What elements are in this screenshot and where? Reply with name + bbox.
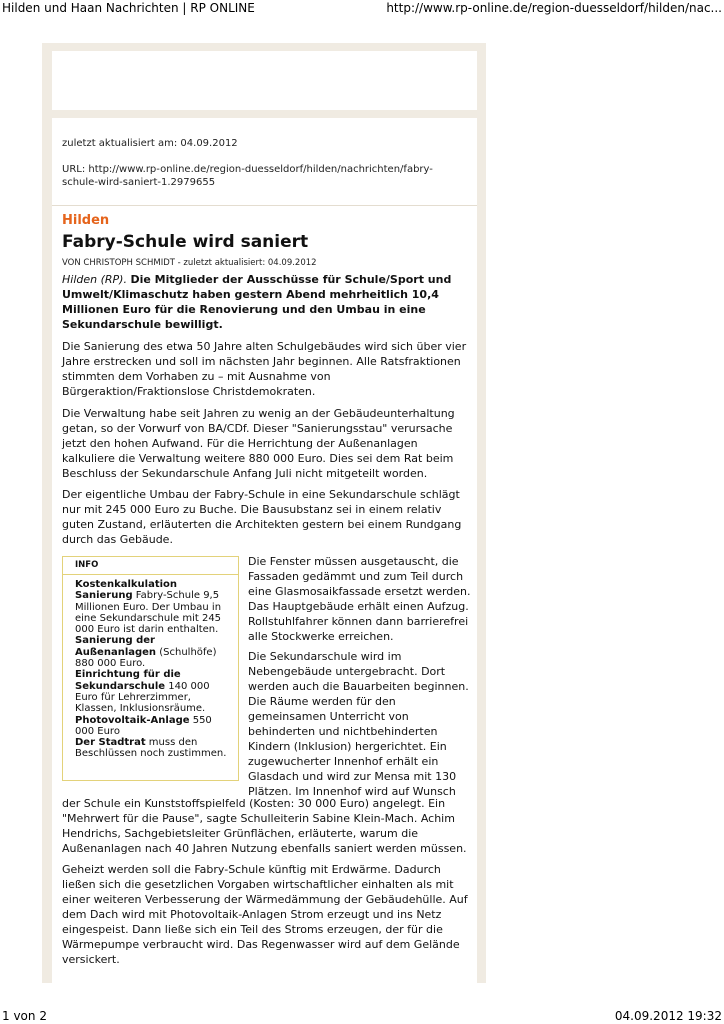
lead-dateline: Hilden (RP). [62,273,127,286]
info-box [62,556,239,781]
paragraph-5-end: der Schule ein Kunststoffspielfeld (Kosten: 30 000 Euro) angelegt. Ein "Mehrwert für die Pause", sagte Schulleiterin Sabine Klein-Mach. Achim Hendrichs, Sachgebietsleiter Grünflächen, erläuterte, warum die Außenanlagen nach 40 Jahren Nutzung ebenfalls saniert werden müssen. [62,797,467,855]
article-url[interactable]: URL: http://www.rp-online.de/region-duesseldorf/hilden/nachrichten/fabry-schule-wird-saniert-1.2979655 [62,164,433,188]
article-byline: VON CHRISTOPH SCHMIDT - zuletzt aktualisiert: 04.09.2012 [62,258,317,268]
paragraph-2: Die Verwaltung habe seit Jahren zu wenig an der Gebäudeunterhaltung getan, so der Vorwurf von BA/CDf. Dieser "Sanierungsstau" verursache jetzt den hohen Aufwand. Für die Herrichtung der Außenanlagen kalkuliere die Verwaltung weitere 880 000 Euro. Dies sei dem Rat beim Beschluss der Sekundarschule Anfang Juli nicht mitgeteilt worden. [62,407,455,480]
print-footer [2,1007,722,1023]
info-item-text: 550 000 Euro [75,714,212,737]
info-item-text: 140 000 Euro für Lehrerzimmer, Klassen, Inklusionsräume. [75,680,210,715]
info-item-label: Photovoltaik-Anlage [75,714,190,726]
ad-placeholder [52,51,477,110]
print-page-url: http://www.rp-online.de/region-duesseldorf/hilden/nac... [386,1,722,15]
category-label[interactable]: Hilden [62,213,110,228]
info-item-text: Fabry-Schule 9,5 Millionen Euro. Der Umbau in eine Sekundarschule mit 245 000 Euro ist darin enthalten. [75,590,222,636]
info-box-body [75,579,233,760]
divider [52,205,477,206]
lead-text: Die Mitglieder der Ausschüsse für Schule/Sport und Umwelt/Klimaschutz haben gestern Abend mehrheitlich 10,4 Millionen Euro für die Renovierung und den Umbau in eine Sekundarschule bewilligt. [62,273,452,331]
info-item-text: muss den Beschlüssen noch zustimmen. [75,737,227,760]
paragraph-3: Der eigentliche Umbau der Fabry-Schule in eine Sekundarschule schlägt nur mit 245 000 Euro zu Buche. Die Bausubstanz sei in einem relativ guten Zustand, erläuterten die Architekten gestern bei einem Rundgang durch das Gebäude. [62,488,462,546]
info-item-label: Sanierung der Außenanlagen [75,635,157,658]
article-headline: Fabry-Schule wird saniert [62,232,309,252]
paragraph-4: Die Fenster müssen ausgetauscht, die Fassaden gedämmt und zum Teil durch eine Glasmosaikfassade ersetzt werden. Das Hauptgebäude erhält einen Aufzug. Rollstuhlfahrer können dann barrierefrei alle Stockwerke erreichen. [248,555,471,643]
page-number: 1 von 2 [2,1009,47,1023]
last-updated: zuletzt aktualisiert am: 04.09.2012 [62,138,238,149]
info-box-rule [63,574,238,575]
info-item-label: Einrichtung für die Sekundarschule [75,669,181,692]
info-item-text: (Schulhöfe) 880 000 Euro. [75,646,217,670]
info-item-label: Sanierung [75,590,133,602]
print-header [2,1,722,17]
paragraph-5-start: Die Sekundarschule wird im Nebengebäude untergebracht. Dort werden auch die Bauarbeiten beginnen. Die Räume werden für den gemeinsamen Unterricht von behinderten und nichtbehinderten Kindern (Inklusion) hergerichtet. Ein zugewucherter Innenhof erhält ein Glasdach und wird zur Mensa mit 130 Plätzen. Im Innenhof wird auf Wunsch [248,650,469,798]
article-lead [62,272,472,332]
info-heading: Kostenkalkulation [75,579,178,590]
paragraph-1: Die Sanierung des etwa 50 Jahre alten Schulgebäudes wird sich über vier Jahre erstrecken und soll im nächsten Jahr beginnen. Alle Ratsfraktionen stimmten dem Vorhaben zu – mit Ausnahme von Bürgeraktion/Fraktionslose Christdemokraten. [62,340,467,398]
info-item-label: Der Stadtrat [75,737,146,749]
print-page-title: Hilden und Haan Nachrichten | RP ONLINE [2,1,255,15]
info-box-title: INFO [75,560,99,570]
print-datetime: 04.09.2012 19:32 [614,1009,722,1023]
paragraph-6: Geheizt werden soll die Fabry-Schule künftig mit Erdwärme. Dadurch ließen sich die gesetzlichen Vorgaben wirtschaftlicher einhalten als mit einer weiteren Verbesserung der Wärmedämmung der Gebäudehülle. Auf dem Dach wird mit Photovoltaik-Anlagen Strom erzeugt und ins Netz eingespeist. Dann ließe sich ein Teil des Stroms erzeugen, der für die Wärmepumpe verbraucht wird. Das Regenwasser wird auf dem Gelände versickert. [62,863,468,966]
